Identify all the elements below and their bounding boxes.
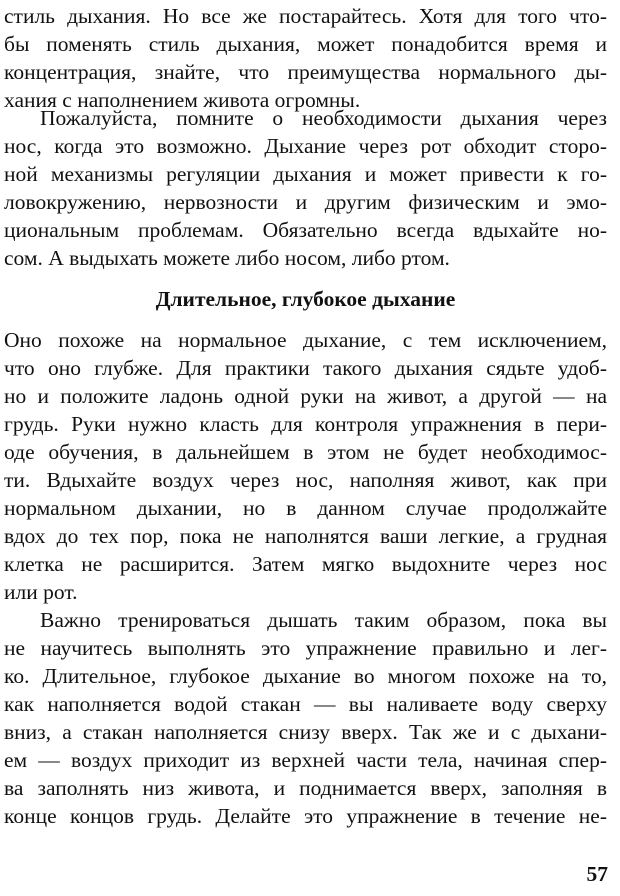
text-line: Оно похоже на нормальное дыхание, с тем исключением,: [4, 328, 607, 352]
text-line: ва заполнять низ живота, и поднимается вверх, заполняя в: [4, 776, 607, 800]
text-line: клетка не расширится. Затем мягко выдохните через нос: [4, 552, 607, 576]
text-line: конце концов грудь. Делайте это упражнение в течение не-: [4, 804, 607, 828]
text-line: Пожалуйста, помните о необходимости дыхания через: [40, 106, 607, 130]
section-heading: Длительное, глубокое дыхание: [155, 287, 456, 311]
text-line: циональным проблемам. Обязательно всегда вдыхайте но-: [4, 218, 607, 242]
text-line: бы поменять стиль дыхания, может понадобится время и: [4, 32, 607, 56]
text-line: вдох до тех пор, пока не наполнятся ваши легкие, а грудная: [4, 524, 607, 548]
text-line: оде обучения, в дальнейшем в этом не будет необходимос-: [4, 440, 607, 464]
text-line: хания с наполнением живота огромны.: [4, 88, 361, 112]
text-line: что оно глубже. Для практики такого дыхания сядьте удоб-: [4, 356, 607, 380]
text-line: ем — воздух приходит из верхней части тела, начиная спер-: [4, 748, 607, 772]
text-line: сом. А выдыхать можете либо носом, либо ртом.: [4, 246, 450, 270]
text-line: но и положите ладонь одной руки на живот, а другой — на: [4, 384, 607, 408]
text-line: ти. Вдыхайте воздух через нос, наполняя живот, как при: [4, 468, 607, 492]
text-line: ной механизмы регуляции дыхания и может привести к го-: [4, 162, 607, 186]
text-line: ловокружению, нервозности и другим физическим и эмо-: [4, 190, 607, 214]
text-line: не научитесь выполнять это упражнение правильно и лег-: [4, 636, 607, 660]
text-line: стиль дыхания. Но все же постарайтесь. Хотя для того что-: [4, 4, 607, 28]
text-line: вниз, а стакан наполняется снизу вверх. Так же и с дыхани-: [4, 720, 607, 744]
text-line: грудь. Руки нужно класть для контроля упражнения в пери-: [4, 412, 607, 436]
text-line: концентрация, знайте, что преимущества нормального ды-: [4, 60, 607, 84]
text-line: нос, когда это возможно. Дыхание через рот обходит сторо-: [4, 134, 607, 158]
text-line: нормальном дыхании, но в данном случае продолжайте: [4, 496, 607, 520]
page-number: 57: [586, 862, 608, 886]
text-line: или рот.: [4, 580, 78, 604]
text-line: Важно тренироваться дышать таким образом, пока вы: [40, 608, 607, 632]
text-line: ко. Длительное, глубокое дыхание во многом похоже на то,: [4, 664, 607, 688]
text-line: как наполняется водой стакан — вы наливаете воду сверху: [4, 692, 607, 716]
